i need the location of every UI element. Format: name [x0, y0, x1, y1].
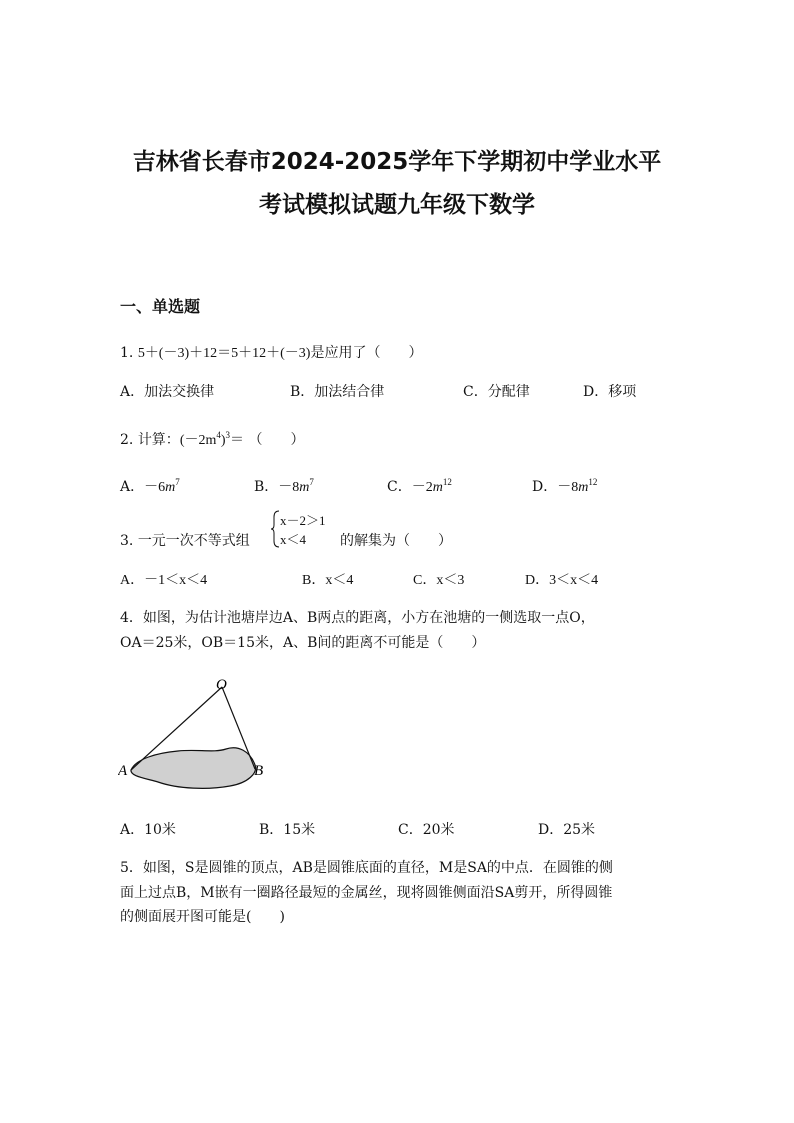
q2-option-d: D．$-8m^{12}$	[532, 477, 598, 495]
pond-shape	[131, 748, 256, 789]
q4-option-d: D．25米	[538, 822, 596, 838]
question-3	[120, 530, 250, 550]
question-1-stem: 是应用了（ ）	[310, 345, 423, 361]
document-title-line-1: 吉林省长春市2024-2025学年下学期初中学业水平	[132, 149, 662, 175]
q4-option-c: C．20米	[398, 822, 455, 838]
document-title-line-2: 考试模拟试题九年级下数学	[259, 192, 535, 218]
q3-option-c: C．x＜3	[413, 573, 465, 588]
label-b: B	[254, 763, 264, 779]
question-1-expression: 5＋(－3)＋12＝5＋12＋(－3)	[137, 346, 311, 361]
question-2	[120, 429, 305, 449]
question-1	[120, 342, 422, 362]
section-heading: 一、单选题	[120, 297, 201, 316]
question-4-line-2: OA＝25米，OB＝15米，A、B间的距离不可能是（ ）	[120, 635, 486, 651]
q2-option-c: C．$-2m^{12}$	[387, 477, 452, 495]
question-5-line-1: 5．如图，S是圆锥的顶点，AB是圆锥底面的直径，M是SA的中点．在圆锥的侧	[120, 860, 613, 876]
question-3-stem-prefix: 一元一次不等式组	[137, 533, 250, 549]
q3-option-b: B．x＜4	[302, 573, 354, 588]
q1-option-d: D．移项	[583, 384, 637, 400]
question-2-stem-prefix: 计算：	[137, 432, 180, 448]
q2-option-b: B．$-8m^7$	[254, 477, 314, 495]
system-row-2: x＜4	[280, 532, 307, 547]
system-row-1: x－2＞1	[280, 513, 326, 528]
question-number: 2.	[120, 432, 134, 448]
question-5-line-2: 面上过点B，M嵌有一圈路径最短的金属丝，现将圆锥侧面沿SA剪开，所得圆锥	[120, 885, 613, 901]
q4-option-a: A．10米	[120, 822, 176, 838]
question-2-stem-suffix: （ ）	[248, 432, 305, 448]
q3-option-d: D．3＜x＜4	[525, 573, 599, 588]
question-2-expression: $(-2m^4)^3=$	[179, 430, 245, 448]
q4-option-b: B．15米	[259, 822, 316, 838]
label-o: O	[216, 677, 227, 693]
question-4-line-1: 4．如图，为估计池塘岸边A、B两点的距离，小方在池塘的一侧选取一点O，	[120, 610, 595, 626]
question-number: 3.	[120, 533, 134, 549]
question-5-line-3: 的侧面展开图可能是( )	[120, 909, 285, 925]
label-a: A	[118, 763, 128, 779]
q1-option-c: C．分配律	[463, 384, 530, 400]
q2-option-a: A．$-6m^7$	[120, 477, 180, 495]
q1-option-a: A．加法交换律	[120, 384, 215, 400]
question-number: 1.	[120, 345, 134, 361]
pond-triangle-figure	[118, 673, 278, 793]
q3-option-a: A．－1＜x＜4	[120, 573, 208, 588]
question-3-stem-suffix: 的解集为（ ）	[340, 533, 452, 549]
q1-option-b: B．加法结合律	[290, 384, 385, 400]
